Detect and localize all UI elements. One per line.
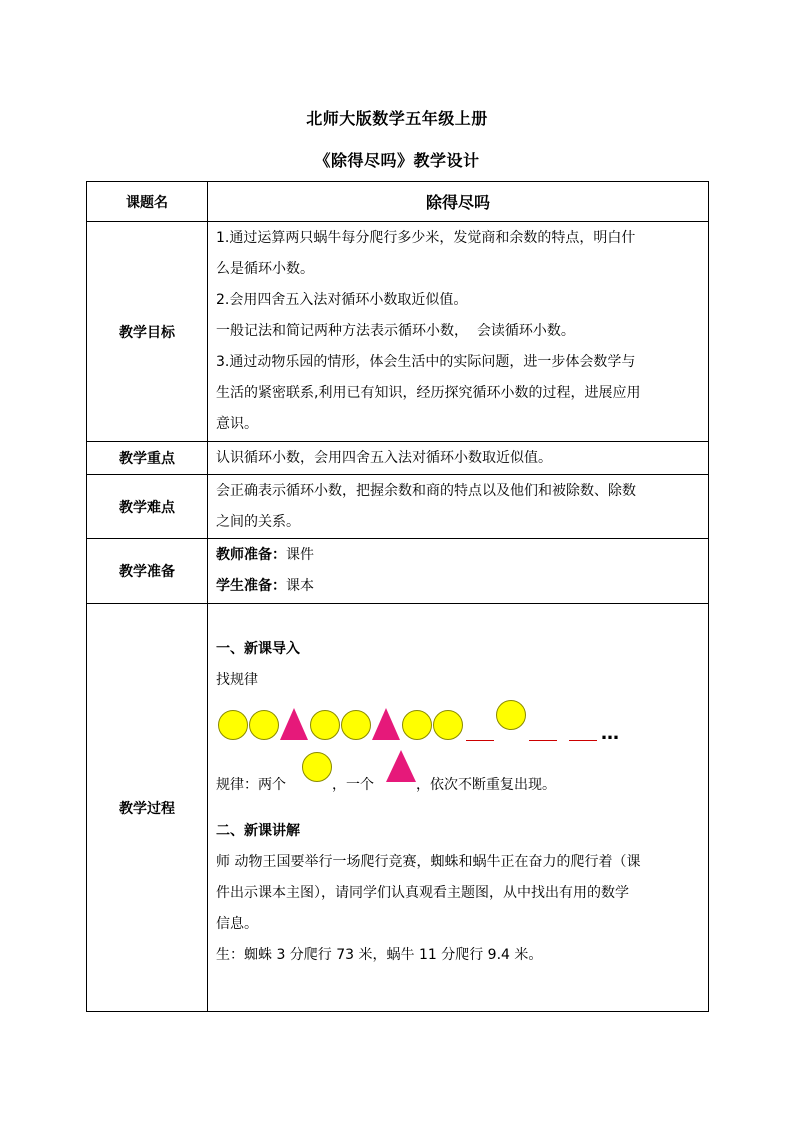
goal-line: 2.会用四舍五入法对循环小数取近似值。: [216, 292, 468, 308]
find-rule: 找规律: [216, 672, 258, 688]
label-key: 教学重点: [87, 442, 208, 475]
pattern-circle: [496, 700, 526, 730]
pattern-triangle: [372, 708, 400, 740]
value-topic: 除得尽吗: [208, 182, 709, 222]
prep-teacher-value: 课件: [286, 547, 314, 563]
value-process: [208, 604, 709, 1012]
pattern-circle: [433, 710, 463, 740]
section-intro: 一、新课导入: [216, 641, 300, 657]
row-topic: [87, 182, 709, 222]
teacher-line: 件出示课本主图），请同学们认真观看主题图，从中找出有用的数学: [216, 885, 629, 901]
value-difficulty: [208, 475, 709, 539]
difficulty-line: 会正确表示循环小数，把握余数和商的特点以及他们和被除数、除数: [216, 482, 636, 499]
goal-line: 3.通过动物乐园的情形，体会生活中的实际问题，进一步体会数学与: [216, 354, 636, 370]
row-goals: [87, 222, 709, 442]
section-lecture: 二、新课讲解: [216, 823, 300, 839]
rule-mid: ，一个: [332, 777, 374, 793]
goal-line: 一般记法和简记两种方法表示循环小数， 会读循环小数。: [216, 323, 575, 339]
rule-suffix: ，依次不断重复出现。: [416, 777, 556, 793]
shape-pattern: [216, 696, 700, 750]
rule-prefix: 规律：两个: [216, 777, 286, 793]
prep-teacher-label: 教师准备：: [216, 547, 286, 563]
goal-line: 生活的紧密联系,利用已有知识，经历探究循环小数的过程，进展应用: [216, 385, 641, 401]
goal-line: 么是循环小数。: [216, 261, 314, 277]
circle-icon: [302, 752, 332, 782]
teacher-line: 信息。: [216, 916, 258, 932]
row-process: [87, 604, 709, 1012]
prep-teacher: [216, 540, 700, 571]
pattern-circle: [218, 710, 248, 740]
document-subtitle: 《除得尽吗》教学设计: [314, 151, 480, 170]
pattern-blank: [529, 740, 557, 741]
lesson-plan-table: [86, 181, 709, 1012]
pattern-blank: [569, 740, 597, 741]
label-difficulty: 教学难点: [87, 475, 208, 539]
pattern-blank: [466, 740, 494, 741]
value-key: 认识循环小数，会用四舍五入法对循环小数取近似值。: [208, 442, 709, 475]
row-difficulty: [87, 475, 709, 539]
prep-student-value: 课本: [286, 578, 314, 594]
teacher-line: 师 动物王国要举行一场爬行竞赛，蜘蛛和蜗牛正在奋力的爬行着（课: [216, 854, 641, 870]
row-key: [87, 442, 709, 475]
document-title: 北师大版数学五年级上册: [306, 109, 488, 128]
student-line: 生：蜘蛛 3 分爬行 73 米，蜗牛 11 分爬行 9.4 米。: [216, 947, 543, 963]
pattern-triangle: [280, 708, 308, 740]
triangle-icon: [386, 750, 416, 782]
pattern-circle: [402, 710, 432, 740]
row-prep: [87, 539, 709, 604]
difficulty-line: 之间的关系。: [216, 513, 300, 530]
pattern-circle: [310, 710, 340, 740]
pattern-circle: [249, 710, 279, 740]
label-goals: 教学目标: [87, 222, 208, 442]
value-goals: [208, 222, 709, 442]
label-topic: 课题名: [87, 182, 208, 222]
pattern-circle: [341, 710, 371, 740]
label-prep: 教学准备: [87, 539, 208, 604]
pattern-ellipsis: …: [601, 723, 620, 744]
prep-student: [216, 571, 700, 602]
goal-line: 意识。: [216, 416, 258, 432]
value-prep: [208, 539, 709, 604]
rule-line: [216, 750, 700, 800]
goal-line: 1.通过运算两只蜗牛每分爬行多少米，发觉商和余数的特点，明白什: [216, 230, 636, 246]
label-process: 教学过程: [87, 604, 208, 1012]
prep-student-label: 学生准备：: [216, 578, 286, 594]
